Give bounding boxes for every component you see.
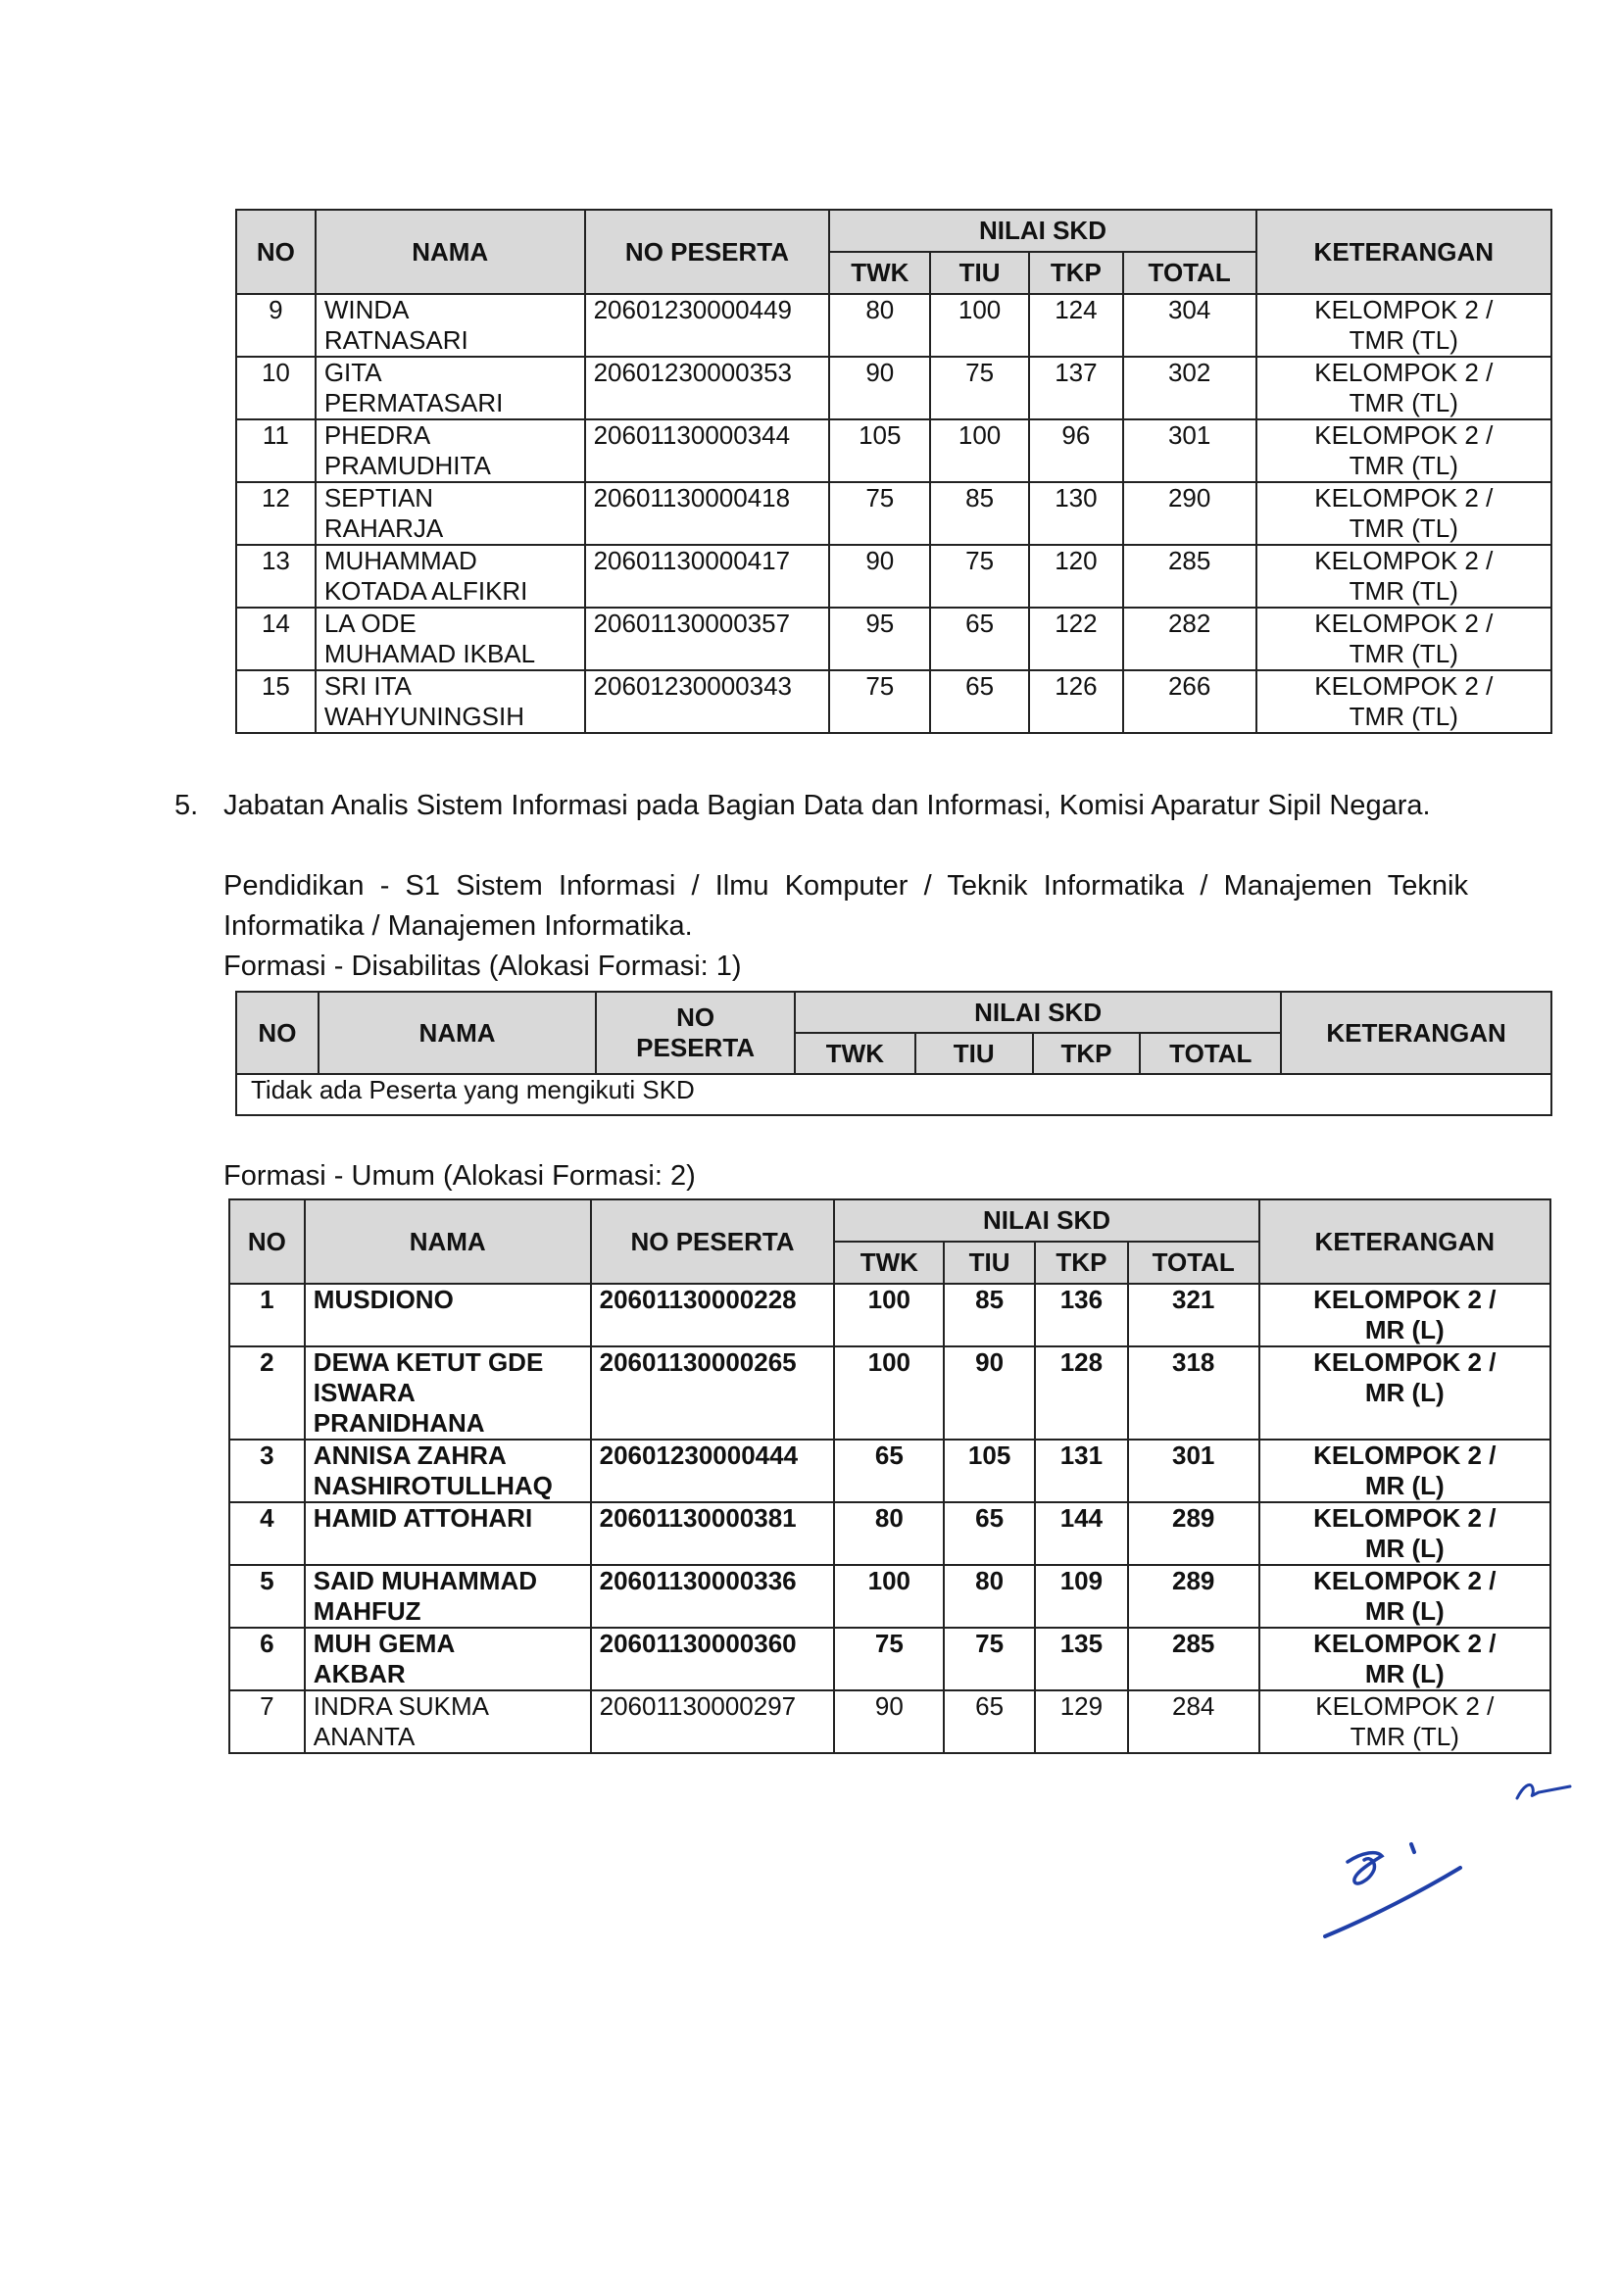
header-keterangan: KETERANGAN	[1256, 210, 1551, 294]
cell-keterangan	[1259, 1628, 1550, 1690]
header-no-peserta	[596, 992, 795, 1074]
cell-no-peserta: 20601230000353	[585, 357, 830, 419]
cell-tiu: 65	[930, 670, 1029, 733]
cell-nama	[316, 482, 585, 545]
cell-nama-line: ISWARA	[313, 1378, 416, 1407]
cell-no-peserta: 20601130000228	[591, 1284, 835, 1346]
cell-keterangan-line: MR (L)	[1364, 1596, 1445, 1626]
cell-keterangan-line: TMR (TL)	[1349, 576, 1458, 606]
header-no-peserta: NO PESERTA	[585, 210, 830, 294]
cell-twk: 90	[829, 357, 930, 419]
cell-no-peserta: 20601130000381	[591, 1502, 835, 1565]
cell-nama	[305, 1502, 591, 1565]
cell-twk: 80	[834, 1502, 944, 1565]
table-row	[229, 1565, 1550, 1628]
cell-tkp: 144	[1035, 1502, 1128, 1565]
cell-tiu: 85	[930, 482, 1029, 545]
cell-nama	[316, 294, 585, 357]
cell-keterangan-line: TMR (TL)	[1350, 1722, 1459, 1751]
header-twk: TWK	[795, 1033, 915, 1074]
cell-twk: 75	[829, 482, 930, 545]
cell-keterangan-line: KELOMPOK 2 /	[1313, 1566, 1497, 1595]
cell-no-peserta: 20601230000444	[591, 1440, 835, 1502]
cell-nama	[305, 1565, 591, 1628]
header-tkp: TKP	[1029, 252, 1123, 294]
header-no-peserta-line2: PESERTA	[636, 1033, 756, 1062]
cell-no-peserta: 20601130000297	[591, 1690, 835, 1753]
cell-tkp: 131	[1035, 1440, 1128, 1502]
cell-tiu: 100	[930, 419, 1029, 482]
cell-nama	[305, 1690, 591, 1753]
cell-nama-line: SAID MUHAMMAD	[313, 1566, 537, 1595]
cell-tkp: 120	[1029, 545, 1123, 608]
cell-nama	[305, 1346, 591, 1440]
cell-keterangan-line: KELOMPOK 2 /	[1314, 609, 1494, 638]
cell-tiu: 80	[944, 1565, 1035, 1628]
header-twk: TWK	[834, 1242, 944, 1284]
header-twk: TWK	[829, 252, 930, 294]
cell-tiu: 65	[944, 1502, 1035, 1565]
cell-total: 290	[1123, 482, 1256, 545]
cell-nama	[305, 1440, 591, 1502]
header-nama: NAMA	[305, 1199, 591, 1284]
cell-nama-line: WINDA	[323, 295, 410, 324]
table-row	[236, 294, 1551, 357]
disabilitas-table	[235, 991, 1552, 1116]
cell-tkp: 124	[1029, 294, 1123, 357]
cell-no: 2	[229, 1346, 305, 1440]
cell-keterangan	[1259, 1565, 1550, 1628]
cell-tiu: 85	[944, 1284, 1035, 1346]
cell-twk: 75	[829, 670, 930, 733]
cell-keterangan-line: TMR (TL)	[1349, 325, 1458, 355]
cell-twk: 100	[834, 1565, 944, 1628]
header-no: NO	[236, 210, 316, 294]
cell-nama-line: AKBAR	[313, 1659, 406, 1688]
cell-tiu: 75	[944, 1628, 1035, 1690]
cell-twk: 90	[829, 545, 930, 608]
cell-total: 285	[1128, 1628, 1259, 1690]
cell-tkp: 135	[1035, 1628, 1128, 1690]
cell-nama-line: RATNASARI	[323, 325, 468, 355]
cell-tkp: 96	[1029, 419, 1123, 482]
section-number: 5.	[174, 790, 199, 821]
header-total: TOTAL	[1128, 1242, 1259, 1284]
header-total: TOTAL	[1140, 1033, 1281, 1074]
cell-tiu: 65	[944, 1690, 1035, 1753]
header-tiu: TIU	[944, 1242, 1035, 1284]
cell-keterangan-line: MR (L)	[1364, 1315, 1445, 1344]
cell-keterangan-line: KELOMPOK 2 /	[1314, 671, 1494, 701]
table-row	[236, 608, 1551, 670]
cell-no-peserta: 20601130000336	[591, 1565, 835, 1628]
cell-keterangan	[1259, 1346, 1550, 1440]
cell-nama-line: NASHIROTULLHAQ	[313, 1471, 553, 1500]
cell-keterangan-line: KELOMPOK 2 /	[1314, 420, 1494, 450]
cell-tkp: 137	[1029, 357, 1123, 419]
header-no: NO	[229, 1199, 305, 1284]
formasi-disabilitas-label: Formasi - Disabilitas (Alokasi Formasi: 1)	[223, 951, 742, 982]
cell-nama-line: SRI ITA	[323, 671, 412, 701]
header-no-peserta-line1: NO	[676, 1002, 715, 1032]
cell-no: 11	[236, 419, 316, 482]
header-tiu: TIU	[915, 1033, 1033, 1074]
cell-keterangan	[1256, 608, 1551, 670]
cell-nama-line: GITA	[323, 358, 382, 387]
header-nilai-skd: NILAI SKD	[795, 992, 1281, 1033]
cell-no: 4	[229, 1502, 305, 1565]
cell-twk: 65	[834, 1440, 944, 1502]
pendidikan-text: Pendidikan - S1 Sistem Informasi / Ilmu Komputer / Teknik Informatika / Manajemen Teknik Informatika / Manajemen Informatika.	[223, 870, 1468, 942]
cell-nama-line: WAHYUNINGSIH	[323, 702, 524, 731]
cell-keterangan-line: TMR (TL)	[1349, 451, 1458, 480]
cell-nama-line: PHEDRA	[323, 420, 431, 450]
table-row	[236, 670, 1551, 733]
cell-nama-line: LA ODE	[323, 609, 417, 638]
cell-keterangan-line: MR (L)	[1364, 1534, 1445, 1563]
cell-keterangan-line: MR (L)	[1364, 1659, 1445, 1688]
header-nama: NAMA	[319, 992, 596, 1074]
cell-nama-line: MUHAMAD IKBAL	[323, 639, 536, 668]
cell-twk: 75	[834, 1628, 944, 1690]
umum-table	[228, 1198, 1551, 1754]
cell-keterangan-line: KELOMPOK 2 /	[1313, 1629, 1497, 1658]
cell-total: 282	[1123, 608, 1256, 670]
cell-total: 301	[1128, 1440, 1259, 1502]
cell-nama	[316, 545, 585, 608]
header-no-peserta: NO PESERTA	[591, 1199, 835, 1284]
cell-nama	[316, 670, 585, 733]
cell-no-peserta: 20601130000357	[585, 608, 830, 670]
cell-no: 12	[236, 482, 316, 545]
cell-keterangan-line: KELOMPOK 2 /	[1313, 1441, 1497, 1470]
cell-no-peserta: 20601130000360	[591, 1628, 835, 1690]
cell-no-peserta: 20601130000417	[585, 545, 830, 608]
cell-twk: 95	[829, 608, 930, 670]
cell-total: 285	[1123, 545, 1256, 608]
cell-keterangan-line: MR (L)	[1364, 1378, 1445, 1407]
table-row	[229, 1440, 1550, 1502]
table-row	[229, 1284, 1550, 1346]
cell-no: 9	[236, 294, 316, 357]
jabatan-text: Jabatan Analis Sistem Informasi pada Bagian Data dan Informasi, Komisi Aparatur Sipil Negara.	[223, 790, 1431, 821]
cell-total: 266	[1123, 670, 1256, 733]
table-row	[236, 419, 1551, 482]
table-row	[236, 357, 1551, 419]
cell-keterangan	[1256, 294, 1551, 357]
cell-tkp: 109	[1035, 1565, 1128, 1628]
cell-no: 1	[229, 1284, 305, 1346]
cell-twk: 100	[834, 1284, 944, 1346]
cell-keterangan	[1259, 1690, 1550, 1753]
cell-tiu: 75	[930, 545, 1029, 608]
cell-no: 13	[236, 545, 316, 608]
cell-keterangan-line: KELOMPOK 2 /	[1314, 546, 1494, 575]
cell-total: 301	[1123, 419, 1256, 482]
cell-keterangan	[1256, 545, 1551, 608]
table-row	[229, 1502, 1550, 1565]
cell-keterangan	[1256, 670, 1551, 733]
cell-nama	[305, 1284, 591, 1346]
cell-tkp: 126	[1029, 670, 1123, 733]
table-row	[229, 1346, 1550, 1440]
cell-nama-line: DEWA KETUT GDE	[313, 1347, 544, 1377]
header-no: NO	[236, 992, 319, 1074]
cell-tkp: 136	[1035, 1284, 1128, 1346]
cell-total: 304	[1123, 294, 1256, 357]
table-row	[236, 545, 1551, 608]
cell-nama-line: PRANIDHANA	[313, 1408, 485, 1438]
cell-tkp: 130	[1029, 482, 1123, 545]
table-body	[229, 1284, 1550, 1753]
cell-keterangan	[1256, 482, 1551, 545]
header-tkp: TKP	[1033, 1033, 1141, 1074]
cell-tkp: 122	[1029, 608, 1123, 670]
header-nilai-skd: NILAI SKD	[829, 210, 1255, 252]
cell-no-peserta: 20601230000343	[585, 670, 830, 733]
header-keterangan: KETERANGAN	[1281, 992, 1551, 1074]
cell-twk: 80	[829, 294, 930, 357]
cell-tiu: 75	[930, 357, 1029, 419]
cell-keterangan-line: KELOMPOK 2 /	[1315, 1691, 1495, 1721]
cell-nama-line: SEPTIAN	[323, 483, 434, 513]
cell-keterangan-line: TMR (TL)	[1349, 513, 1458, 543]
handwritten-signature	[1313, 1823, 1490, 1950]
cell-tiu: 100	[930, 294, 1029, 357]
cell-no-peserta: 20601130000418	[585, 482, 830, 545]
formasi-umum-label: Formasi - Umum (Alokasi Formasi: 2)	[223, 1160, 696, 1192]
cell-tiu: 65	[930, 608, 1029, 670]
cell-tkp: 128	[1035, 1346, 1128, 1440]
cell-keterangan-line: TMR (TL)	[1349, 702, 1458, 731]
cell-keterangan-line: KELOMPOK 2 /	[1313, 1347, 1497, 1377]
cell-no: 3	[229, 1440, 305, 1502]
cell-total: 289	[1128, 1502, 1259, 1565]
header-tiu: TIU	[930, 252, 1029, 294]
cell-keterangan-line: KELOMPOK 2 /	[1314, 295, 1494, 324]
cell-nama-line: PERMATASARI	[323, 388, 504, 417]
cell-nama	[316, 419, 585, 482]
cell-keterangan	[1259, 1284, 1550, 1346]
cell-keterangan	[1256, 419, 1551, 482]
cell-total: 289	[1128, 1565, 1259, 1628]
paraf-initial-mark	[1509, 1769, 1578, 1808]
cell-keterangan	[1259, 1502, 1550, 1565]
cell-nama-line: MUSDIONO	[313, 1285, 454, 1314]
cell-nama-line: ANNISA ZAHRA	[313, 1441, 507, 1470]
cell-nama-line: RAHARJA	[323, 513, 444, 543]
cell-keterangan-line: TMR (TL)	[1349, 388, 1458, 417]
cell-no: 5	[229, 1565, 305, 1628]
cell-keterangan-line: KELOMPOK 2 /	[1313, 1285, 1497, 1314]
cell-no: 15	[236, 670, 316, 733]
cell-keterangan-line: MR (L)	[1364, 1471, 1445, 1500]
cell-no-peserta: 20601130000265	[591, 1346, 835, 1440]
cell-no: 14	[236, 608, 316, 670]
cell-keterangan	[1259, 1440, 1550, 1502]
cell-keterangan-line: KELOMPOK 2 /	[1313, 1503, 1497, 1533]
cell-nama-line: INDRA SUKMA	[313, 1691, 489, 1721]
cell-total: 318	[1128, 1346, 1259, 1440]
cell-nama-line: MUH GEMA	[313, 1629, 456, 1658]
cell-nama-line: MUHAMMAD	[323, 546, 477, 575]
cell-nama	[316, 608, 585, 670]
cell-nama-line: KOTADA ALFIKRI	[323, 576, 528, 606]
cell-no-peserta: 20601130000344	[585, 419, 830, 482]
table-body	[236, 294, 1551, 733]
cell-nama-line: HAMID ATTOHARI	[313, 1503, 533, 1533]
cell-twk: 105	[829, 419, 930, 482]
header-nama: NAMA	[316, 210, 585, 294]
cell-keterangan-line: KELOMPOK 2 /	[1314, 358, 1494, 387]
cell-no-peserta: 20601230000449	[585, 294, 830, 357]
cell-tkp: 129	[1035, 1690, 1128, 1753]
cell-no: 7	[229, 1690, 305, 1753]
cell-total: 284	[1128, 1690, 1259, 1753]
table-row	[236, 482, 1551, 545]
header-total: TOTAL	[1123, 252, 1256, 294]
cell-nama-line: PRAMUDHITA	[323, 451, 491, 480]
header-keterangan: KETERANGAN	[1259, 1199, 1550, 1284]
cell-keterangan-line: KELOMPOK 2 /	[1314, 483, 1494, 513]
cell-nama	[305, 1628, 591, 1690]
cell-nama-line: ANANTA	[313, 1722, 416, 1751]
results-table-continued	[235, 209, 1552, 734]
cell-keterangan	[1256, 357, 1551, 419]
cell-twk: 100	[834, 1346, 944, 1440]
cell-total: 321	[1128, 1284, 1259, 1346]
table-row	[229, 1690, 1550, 1753]
header-nilai-skd: NILAI SKD	[834, 1199, 1258, 1242]
empty-row-text: Tidak ada Peserta yang mengikuti SKD	[236, 1074, 1551, 1115]
cell-keterangan-line: TMR (TL)	[1349, 639, 1458, 668]
cell-no: 10	[236, 357, 316, 419]
header-tkp: TKP	[1035, 1242, 1128, 1284]
cell-tiu: 90	[944, 1346, 1035, 1440]
cell-twk: 90	[834, 1690, 944, 1753]
cell-no: 6	[229, 1628, 305, 1690]
table-row	[229, 1628, 1550, 1690]
cell-total: 302	[1123, 357, 1256, 419]
cell-tiu: 105	[944, 1440, 1035, 1502]
cell-nama	[316, 357, 585, 419]
cell-nama-line: MAHFUZ	[313, 1596, 421, 1626]
